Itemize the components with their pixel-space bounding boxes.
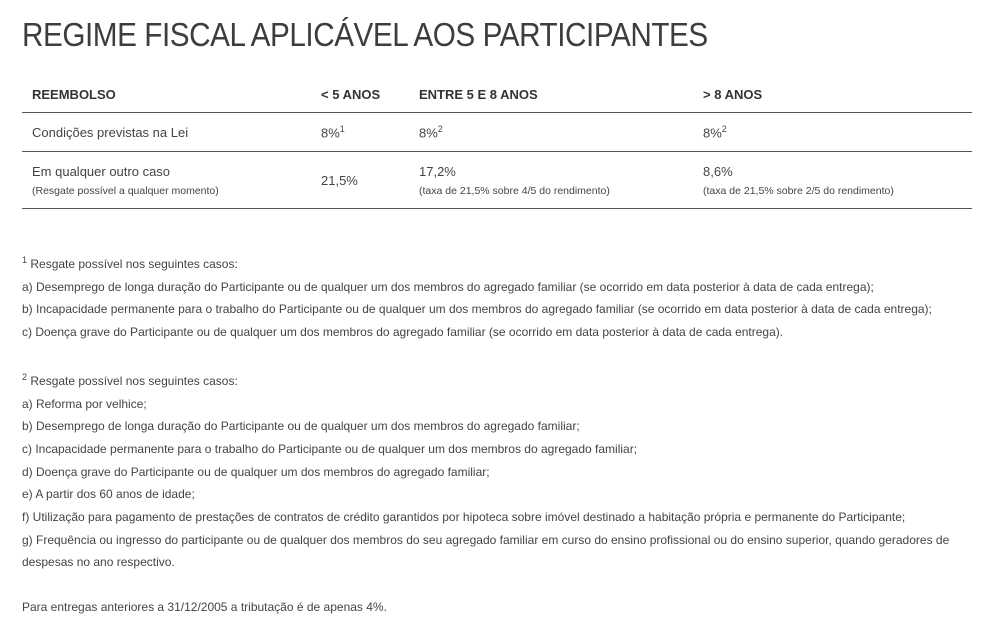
row-label: Condições previstas na Lei <box>22 113 311 152</box>
rate-cell <box>311 113 409 152</box>
footnotes <box>22 249 982 619</box>
spacer <box>22 574 982 596</box>
list-item: e) A partir dos 60 anos de idade; <box>22 487 195 502</box>
rate-cell <box>409 113 693 152</box>
rate-value: 8% <box>419 125 438 141</box>
footnote-ref: 2 <box>437 123 443 134</box>
row-label-text: Em qualquer outro caso <box>32 163 171 179</box>
list-item: c) Incapacidade permanente para o trabalho do Participante ou de qualquer um dos membros do agregado familiar; <box>22 441 638 456</box>
footnote-title-text: Resgate possível nos seguintes casos: <box>27 373 238 388</box>
list-item: b) Desemprego de longa duração do Participante ou de qualquer um dos membros do agregado familiar; <box>22 419 580 434</box>
rate-note: (taxa de 21,5% sobre 2/5 do rendimento) <box>703 184 894 197</box>
list-item: f) Utilização para pagamento de prestações de contratos de crédito garantidos por hipoteca sobre imóvel destinado a habitação própria e permanente do Participante; <box>22 510 906 525</box>
table-row <box>22 152 972 209</box>
header-less-5-years: < 5 ANOS <box>311 76 409 113</box>
footer-note: Para entregas anteriores a 31/12/2005 a tributação é de apenas 4%. <box>22 600 387 615</box>
rate-cell <box>409 152 693 209</box>
header-5-to-8-years: ENTRE 5 E 8 ANOS <box>409 76 693 113</box>
footnote-ref: 2 <box>721 123 727 134</box>
rate-cell <box>311 152 409 209</box>
rate-value: 8% <box>703 125 722 141</box>
page-title: REGIME FISCAL APLICÁVEL AOS PARTICIPANTES <box>22 16 708 53</box>
rate-cell <box>693 113 972 152</box>
rate-value: 8% <box>321 125 340 141</box>
footnote-title-text: Resgate possível nos seguintes casos: <box>27 257 238 271</box>
header-reembolso: REEMBOLSO <box>22 76 311 113</box>
list-item: d) Doença grave do Participante ou de qualquer um dos membros do agregado familiar; <box>22 464 490 479</box>
footnote-2-title <box>22 366 982 393</box>
list-item: a) Reforma por velhice; <box>22 396 147 411</box>
spacer <box>22 344 982 366</box>
rate-value: 21,5% <box>321 172 358 188</box>
footnote-ref: 1 <box>339 123 345 134</box>
rate-cell <box>693 152 972 209</box>
footnote-marker: 2 <box>22 371 28 382</box>
list-item: c) Doença grave do Participante ou de qualquer um dos membros do agregado familiar (se ocorrido em data posterior à data de cada entrega). <box>22 325 784 340</box>
list-item: b) Incapacidade permanente para o trabalho do Participante ou de qualquer um dos membros do agregado familiar (se ocorrido em data posterior à data de cada entrega); <box>22 302 932 317</box>
rate-value: 8,6% <box>703 163 733 179</box>
list-item: g) Frequência ou ingresso do participante ou de qualquer dos membros do seu agregado familiar em curso do ensino profissional ou do ensino superior, quando geradores de despesas no ano respectivo. <box>22 532 950 570</box>
row-label-note: (Resgate possível a qualquer momento) <box>32 184 219 197</box>
list-item: a) Desemprego de longa duração do Participante ou de qualquer um dos membros do agregado familiar (se ocorrido em data posterior à data de cada entrega); <box>22 279 874 294</box>
row-label <box>22 152 311 209</box>
rate-value: 17,2% <box>419 163 456 179</box>
rate-note: (taxa de 21,5% sobre 4/5 do rendimento) <box>419 184 610 197</box>
header-more-8-years: > 8 ANOS <box>693 76 972 113</box>
footnote-1-title <box>22 249 982 276</box>
footnote-marker: 1 <box>22 255 28 265</box>
table-row <box>22 113 972 152</box>
tax-regime-table <box>22 76 972 209</box>
table-header-row <box>22 76 972 113</box>
